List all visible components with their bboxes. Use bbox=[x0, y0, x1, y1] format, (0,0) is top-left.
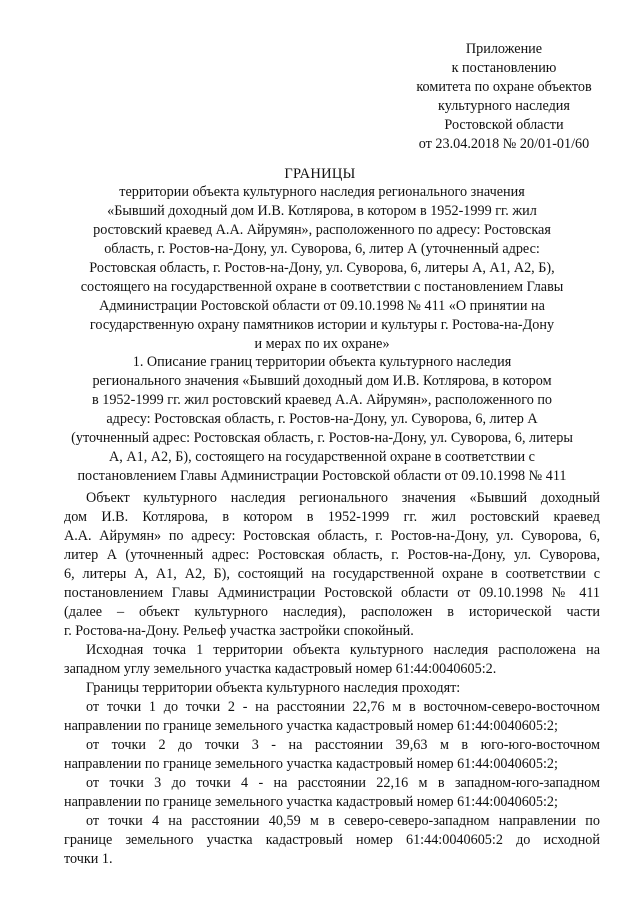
body-line: 6, литеры А, А1, А2, Б), состоящий на государственной охране в соответствии с bbox=[64, 566, 600, 582]
body-line: дом И.В. Котлярова, в котором в 1952-1999 гг. жил ростовский краевед bbox=[64, 509, 600, 525]
section-1-heading bbox=[44, 353, 600, 486]
body-line: от точки 3 до точки 4 - на расстоянии 22,16 м в западном-юго-западном bbox=[86, 775, 600, 791]
subtitle-line: ростовский краевед А.А. Айрумян», расположенного по адресу: Ростовская bbox=[93, 222, 551, 238]
document-subtitle bbox=[44, 183, 600, 354]
section-line: адресу: Ростовская область, г. Ростов-на-Дону, ул. Суворова, 6, литер А bbox=[106, 411, 538, 427]
body-line: А.А. Айрумян» по адресу: Ростовская область, г. Ростов-на-Дону, ул. Суворова, 6, bbox=[64, 528, 600, 544]
appendix-header bbox=[380, 40, 628, 154]
subtitle-line: состоящего на государственной охране в соответствии с постановлением Главы bbox=[80, 279, 564, 295]
body-line: Границы территории объекта культурного наследия проходят: bbox=[86, 680, 461, 696]
body-line: от точки 4 на расстоянии 40,59 м в северо-северо-западном направлении по bbox=[86, 813, 600, 829]
body-line: от точки 1 до точки 2 - на расстоянии 22,76 м в восточном-северо-восточном bbox=[86, 699, 600, 715]
subtitle-line: Администрации Ростовской области от 09.10.1998 № 411 «О принятии на bbox=[99, 298, 545, 314]
body-line: направлении по границе земельного участка кадастровый номер 61:44:0040605:2; bbox=[64, 718, 558, 734]
appendix-line: комитета по охране объектов bbox=[416, 79, 592, 95]
subtitle-line: область, г. Ростов-на-Дону, ул. Суворова, 6, литер А (уточненный адрес: bbox=[104, 241, 540, 257]
section-line: регионального значения «Бывший доходный дом И.В. Котлярова, в котором bbox=[92, 373, 552, 389]
body-line: Исходная точка 1 территории объекта культурного наследия расположена на bbox=[86, 642, 600, 658]
section-line: А, А1, А2, Б), состоящего на государственной охране в соответствии с bbox=[109, 449, 535, 465]
body-line: Объект культурного наследия регионального значения «Бывший доходный bbox=[86, 490, 600, 506]
appendix-line: культурного наследия bbox=[438, 98, 570, 114]
subtitle-line: государственную охрану памятников истории и культуры г. Ростова-на-Дону bbox=[89, 317, 555, 333]
body-line: границе земельного участка кадастровый номер 61:44:0040605:2 до исходной bbox=[64, 832, 600, 848]
body-line: направлении по границе земельного участка кадастровый номер 61:44:0040605:2; bbox=[64, 794, 558, 810]
body-line: г. Ростова-на-Дону. Рельеф участка застройки спокойный. bbox=[64, 623, 414, 639]
body-line: направлении по границе земельного участка кадастровый номер 61:44:0040605:2; bbox=[64, 756, 558, 772]
section-line: постановлением Главы Администрации Ростовской области от 09.10.1998 № 411 bbox=[77, 468, 567, 484]
section-line: в 1952-1999 гг. жил ростовский краевед А.А. Айрумян», расположенного по bbox=[91, 392, 553, 408]
body-line: постановлением Главы Администрации Ростовской области от 09.10.1998 № 411 bbox=[64, 585, 600, 601]
subtitle-line: и мерах по их охране» bbox=[254, 336, 390, 352]
appendix-line: Приложение bbox=[465, 41, 543, 57]
body-line: (далее – объект культурного наследия), расположен в исторической части bbox=[64, 604, 600, 620]
body-text bbox=[64, 489, 600, 869]
body-line: западном углу земельного участка кадастровый номер 61:44:0040605:2. bbox=[64, 661, 497, 677]
section-line: (уточненный адрес: Ростовская область, г. Ростов-на-Дону, ул. Суворова, 6, литеры bbox=[71, 430, 573, 446]
appendix-line: к постановлению bbox=[451, 60, 557, 76]
body-line: от точки 2 до точки 3 - на расстоянии 39,63 м в юго-юго-восточном bbox=[86, 737, 600, 753]
appendix-line: от 23.04.2018 № 20/01-01/60 bbox=[418, 136, 590, 152]
section-line: 1. Описание границ территории объекта культурного наследия bbox=[132, 354, 512, 370]
body-line: точки 1. bbox=[64, 851, 113, 867]
subtitle-line: территории объекта культурного наследия регионального значения bbox=[119, 184, 525, 200]
subtitle-line: «Бывший доходный дом И.В. Котлярова, в котором в 1952-1999 гг. жил bbox=[107, 203, 537, 219]
document-title: ГРАНИЦЫ bbox=[284, 166, 356, 182]
subtitle-line: Ростовская область, г. Ростов-на-Дону, ул. Суворова, 6, литеры А, А1, А2, Б), bbox=[89, 260, 555, 276]
body-line: литер А (уточненный адрес: Ростовская область, г. Ростов-на-Дону, ул. Суворова, bbox=[64, 547, 600, 563]
appendix-line: Ростовской области bbox=[444, 117, 564, 133]
